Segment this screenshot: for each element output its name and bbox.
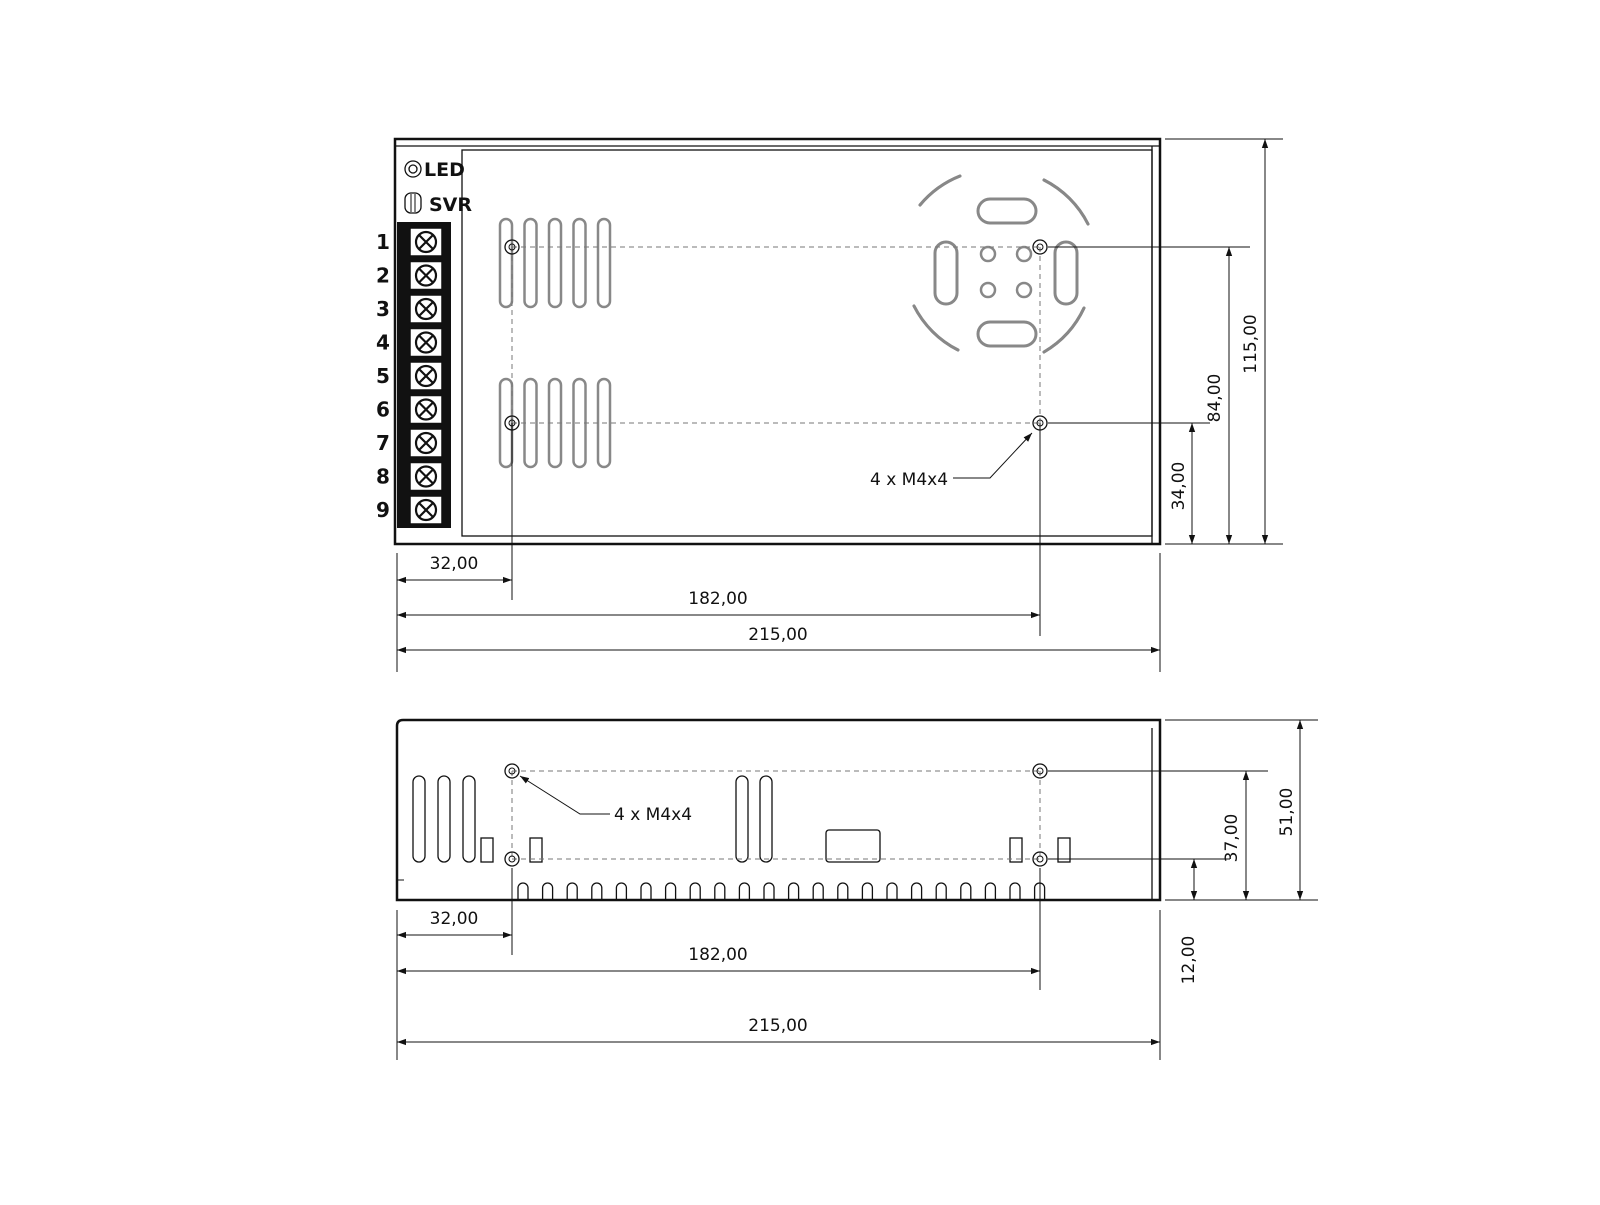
- side-housing-outline: [397, 720, 1160, 900]
- screw-terminal-icon: [410, 262, 442, 290]
- svr-label: SVR: [429, 194, 473, 216]
- top-dim-total-length: 215,00: [748, 625, 808, 645]
- screw-terminal-icon: [410, 362, 442, 390]
- terminal-number: 1: [376, 230, 390, 254]
- screw-terminal-icon: [410, 228, 442, 256]
- screw-terminal-icon: [410, 496, 442, 524]
- top-dim-hole-x2: 182,00: [688, 589, 748, 609]
- terminal-number: 4: [376, 330, 390, 355]
- side-dim-total-height: 51,00: [1277, 787, 1297, 837]
- top-dim-total-width: 115,00: [1241, 314, 1261, 374]
- side-dim-hole-x1: 32,00: [429, 909, 479, 929]
- top-dim-hole-y2: 84,00: [1205, 373, 1225, 423]
- side-mount-callout: 4 x M4x4: [614, 805, 693, 825]
- led-label: LED: [424, 159, 465, 181]
- side-dim-hole-x2: 182,00: [688, 945, 748, 965]
- top-mount-callout: 4 x M4x4: [870, 470, 949, 490]
- screw-terminal-icon: [410, 295, 442, 323]
- side-view: [397, 720, 1318, 1060]
- side-dim-hole-z2: 37,00: [1222, 813, 1242, 863]
- top-view: [376, 139, 1283, 672]
- top-dim-hole-y1: 34,00: [1169, 461, 1189, 511]
- screw-terminal-icon: [410, 396, 442, 424]
- terminal-number: 7: [376, 431, 390, 455]
- terminal-number: 2: [376, 263, 390, 288]
- screw-terminal-icon: [410, 329, 442, 357]
- screw-terminal-icon: [410, 463, 442, 491]
- terminal-number: 3: [376, 297, 390, 321]
- terminal-number: 8: [376, 464, 390, 489]
- top-housing-outline: [395, 139, 1160, 544]
- terminal-number: 9: [376, 498, 390, 522]
- terminal-number: 5: [376, 364, 390, 388]
- screw-terminal-icon: [410, 429, 442, 457]
- top-dim-hole-x1: 32,00: [429, 554, 479, 574]
- side-dim-hole-z1: 12,00: [1179, 935, 1199, 985]
- side-dim-total-length: 215,00: [748, 1016, 808, 1036]
- terminal-number: 6: [376, 397, 390, 422]
